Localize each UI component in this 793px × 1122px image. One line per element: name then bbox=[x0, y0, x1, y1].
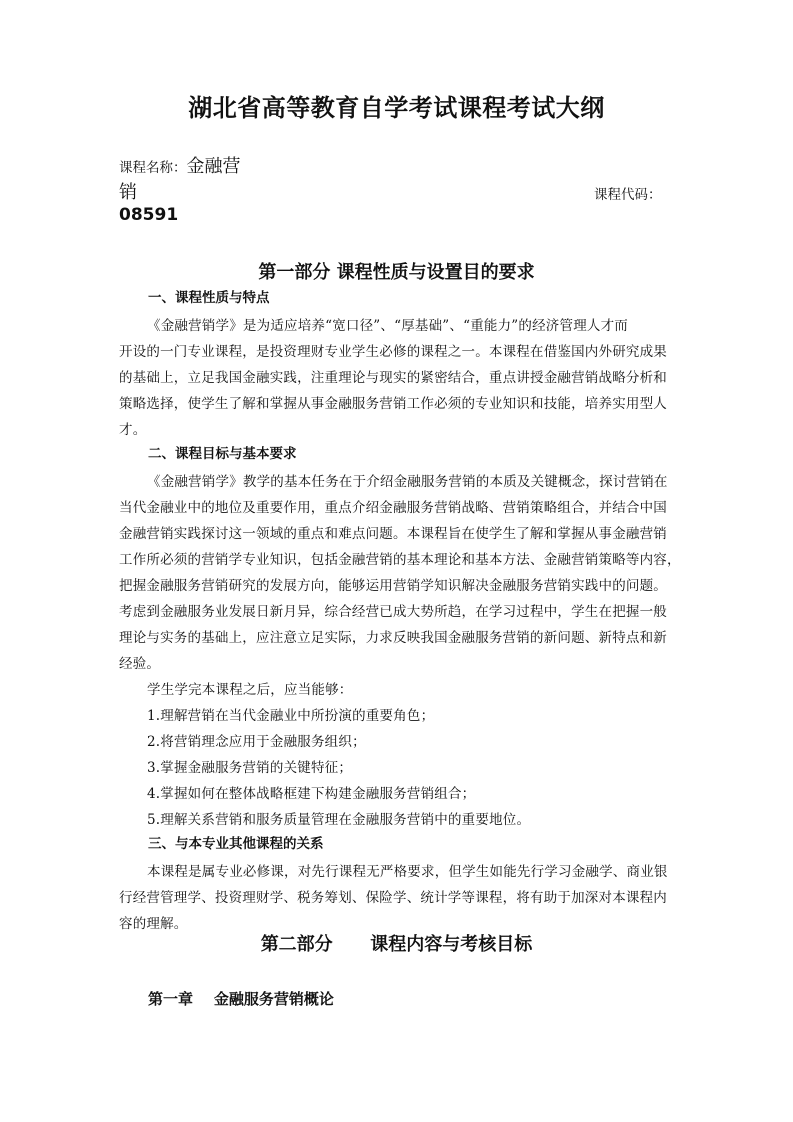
section2-heading: 二、课程目标与基本要求 bbox=[148, 446, 297, 462]
objective-item: 3.掌握金融服务营销的关键特征； bbox=[147, 760, 353, 776]
paragraph-line: 行经营管理学、投资理财学、税务筹划、保险学、统计学等课程，将有助于加深对本课程内 bbox=[119, 890, 667, 906]
paragraph-line: 容的理解。 bbox=[119, 916, 188, 932]
objective-item: 5.理解关系营销和服务质量管理在金融服务营销中的重要地位。 bbox=[147, 812, 531, 828]
paragraph-line: 当代金融业中的地位及重要作用，重点介绍金融服务营销战略、营销策略组合，并结合中国 bbox=[119, 500, 667, 516]
course-code-label: 课程代码： bbox=[594, 187, 662, 203]
paragraph-line: 考虑到金融服务业发展日新月异，综合经营已成大势所趋，在学习过程中，学生在把握一般 bbox=[119, 604, 667, 620]
course-name-value: 金融营 bbox=[186, 156, 241, 177]
paragraph-line: 本课程是属专业必修课，对先行课程无严格要求，但学生如能先行学习金融学、商业银 bbox=[147, 864, 668, 880]
course-code-value: 08591 bbox=[119, 205, 179, 225]
objective-item: 4.掌握如何在整体战略框建下构建金融服务营销组合； bbox=[147, 786, 476, 802]
paragraph-line: 才。 bbox=[119, 422, 147, 438]
paragraph-line: 《金融营销学》教学的基本任务在于介绍金融服务营销的本质及关键概念，探讨营销在 bbox=[147, 474, 668, 490]
chapter1-heading: 第一章 金融服务营销概论 bbox=[148, 990, 334, 1008]
objective-item: 1.理解营销在当代金融业中所扮演的重要角色； bbox=[147, 708, 435, 724]
objectives-intro: 学生学完本课程之后，应当能够： bbox=[147, 682, 353, 698]
paragraph-line: 开设的一门专业课程，是投资理财专业学生必修的课程之一。本课程在借鉴国内外研究成果 bbox=[119, 344, 667, 360]
course-name-label: 课程名称： bbox=[119, 160, 187, 176]
part1-heading: 第一部分 课程性质与设置目的要求 bbox=[258, 262, 535, 283]
course-name-row bbox=[119, 152, 241, 178]
section1-heading: 一、课程性质与特点 bbox=[148, 290, 270, 306]
paragraph-line: 的基础上，立足我国金融实践，注重理论与现实的紧密结合，重点讲授金融营销战略分析和 bbox=[119, 370, 667, 386]
paragraph-line: 工作所必须的营销学专业知识，包括金融营销的基本理论和基本方法、金融营销策略等内容， bbox=[119, 552, 681, 568]
objective-item: 2.将营销理念应用于金融服务组织； bbox=[147, 734, 366, 750]
section3-heading: 三、与本专业其他课程的关系 bbox=[148, 836, 324, 852]
paragraph-line: 把握金融服务营销研究的发展方向，能够运用营销学知识解决金融服务营销实践中的问题。 bbox=[119, 578, 667, 594]
paragraph-line: 金融营销实践探讨这一领域的重点和难点问题。本课程旨在使学生了解和掌握从事金融营销 bbox=[119, 526, 667, 542]
document-title: 湖北省高等教育自学考试课程考试大纲 bbox=[188, 94, 605, 122]
part2-heading: 第二部分 课程内容与考核目标 bbox=[260, 934, 533, 955]
paragraph-line: 策略选择，使学生了解和掌握从事金融服务营销工作必须的专业知识和技能，培养实用型人 bbox=[119, 396, 667, 412]
course-name-value-cont: 销 bbox=[119, 182, 137, 203]
paragraph-line: 理论与实务的基础上，应注意立足实际，力求反映我国金融服务营销的新问题、新特点和新 bbox=[119, 630, 667, 646]
paragraph-line: 经验。 bbox=[119, 656, 161, 672]
paragraph-line: 《金融营销学》是为适应培养“宽口径”、“厚基础”、“重能力”的经济管理人才而 bbox=[147, 318, 629, 334]
